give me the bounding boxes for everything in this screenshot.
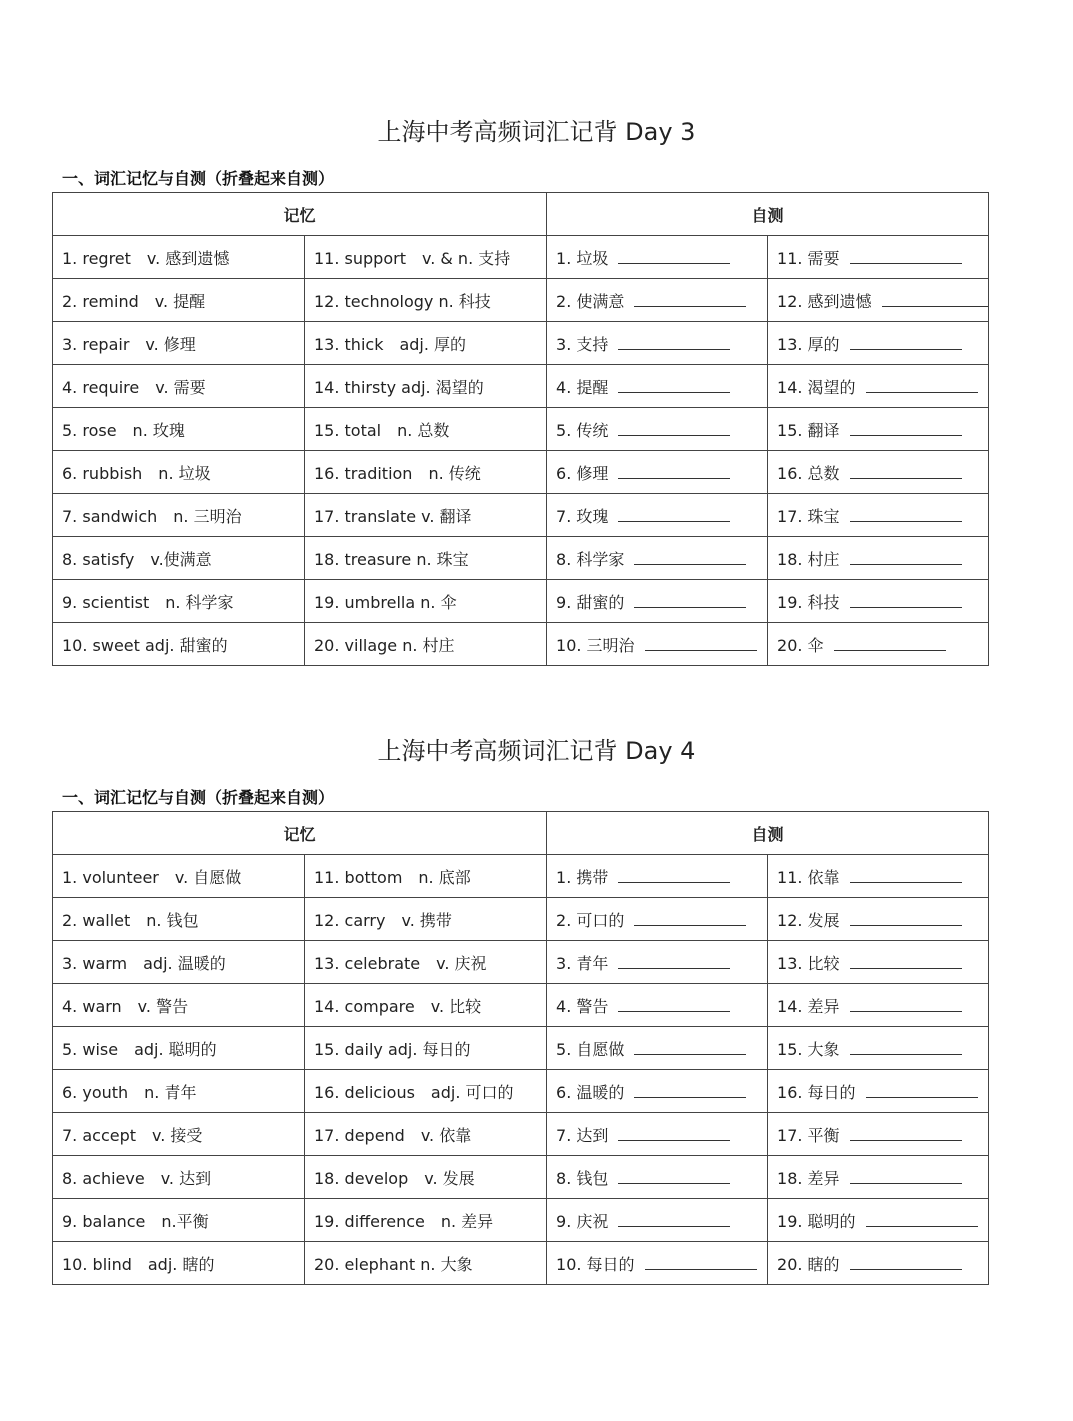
selftest-prompt: 10. 每日的 (556, 1254, 635, 1274)
day4-section (0, 731, 1073, 1274)
answer-blank[interactable] (618, 380, 730, 393)
selftest-prompt: 3. 青年 (556, 953, 609, 973)
answer-blank[interactable] (618, 466, 730, 479)
table-row (53, 537, 989, 580)
memorize-cell: 3. warm adj. 温暖的 (53, 941, 305, 984)
selftest-cell (768, 580, 989, 623)
answer-blank[interactable] (866, 1085, 978, 1098)
selftest-header: 自测 (547, 812, 989, 855)
selftest-prompt: 18. 差异 (777, 1168, 840, 1188)
answer-blank[interactable] (618, 999, 730, 1012)
answer-blank[interactable] (618, 1128, 730, 1141)
selftest-header: 自测 (547, 193, 989, 236)
memorize-cell: 11. bottom n. 底部 (305, 855, 547, 898)
selftest-prompt: 15. 大象 (777, 1039, 840, 1059)
table-header-row (53, 812, 989, 855)
selftest-prompt: 5. 传统 (556, 420, 609, 440)
memorize-cell: 16. tradition n. 传统 (305, 451, 547, 494)
selftest-prompt: 2. 使满意 (556, 291, 625, 311)
selftest-cell (768, 408, 989, 451)
answer-blank[interactable] (618, 1214, 730, 1227)
answer-blank[interactable] (618, 337, 730, 350)
selftest-cell (768, 623, 989, 666)
table-row (53, 1242, 989, 1285)
selftest-prompt: 18. 村庄 (777, 549, 840, 569)
answer-blank[interactable] (850, 251, 962, 264)
selftest-prompt: 11. 需要 (777, 248, 840, 268)
table-row (53, 322, 989, 365)
vocab-table (52, 192, 989, 666)
memorize-cell: 7. sandwich n. 三明治 (53, 494, 305, 537)
answer-blank[interactable] (645, 1257, 757, 1270)
selftest-cell (547, 623, 768, 666)
table-row (53, 855, 989, 898)
answer-blank[interactable] (618, 1171, 730, 1184)
memorize-cell: 10. sweet adj. 甜蜜的 (53, 623, 305, 666)
selftest-prompt: 5. 自愿做 (556, 1039, 625, 1059)
memorize-cell: 1. volunteer v. 自愿做 (53, 855, 305, 898)
memorize-cell: 20. elephant n. 大象 (305, 1242, 547, 1285)
memorize-cell: 8. achieve v. 达到 (53, 1156, 305, 1199)
selftest-prompt: 6. 修理 (556, 463, 609, 483)
selftest-prompt: 1. 垃圾 (556, 248, 609, 268)
vocab-table (52, 811, 989, 1285)
memorize-cell: 14. compare v. 比较 (305, 984, 547, 1027)
answer-blank[interactable] (618, 870, 730, 883)
selftest-prompt: 7. 达到 (556, 1125, 609, 1145)
selftest-cell (547, 1113, 768, 1156)
answer-blank[interactable] (850, 870, 962, 883)
selftest-prompt: 13. 比较 (777, 953, 840, 973)
selftest-prompt: 10. 三明治 (556, 635, 635, 655)
memorize-cell: 18. treasure n. 珠宝 (305, 537, 547, 580)
selftest-prompt: 12. 发展 (777, 910, 840, 930)
answer-blank[interactable] (850, 1042, 962, 1055)
memorize-cell: 19. difference n. 差异 (305, 1199, 547, 1242)
selftest-cell (547, 941, 768, 984)
selftest-cell (768, 1113, 989, 1156)
table-row (53, 365, 989, 408)
memorize-cell: 5. rose n. 玫瑰 (53, 408, 305, 451)
selftest-cell (768, 365, 989, 408)
page-title: 上海中考高频词汇记背 Day 3 (377, 118, 696, 146)
selftest-cell (768, 236, 989, 279)
selftest-prompt: 1. 携带 (556, 867, 609, 887)
memorize-cell: 17. translate v. 翻译 (305, 494, 547, 537)
memorize-cell: 2. wallet n. 钱包 (53, 898, 305, 941)
answer-blank[interactable] (850, 509, 962, 522)
answer-blank[interactable] (850, 552, 962, 565)
table-row (53, 494, 989, 537)
memorize-cell: 15. total n. 总数 (305, 408, 547, 451)
selftest-prompt: 12. 感到遗憾 (777, 291, 872, 311)
memorize-cell: 13. thick adj. 厚的 (305, 322, 547, 365)
answer-blank[interactable] (866, 380, 978, 393)
memorize-cell: 10. blind adj. 瞎的 (53, 1242, 305, 1285)
memorize-cell: 12. carry v. 携带 (305, 898, 547, 941)
memorize-cell: 17. depend v. 依靠 (305, 1113, 547, 1156)
selftest-prompt: 8. 钱包 (556, 1168, 609, 1188)
selftest-prompt: 11. 依靠 (777, 867, 840, 887)
answer-blank[interactable] (850, 913, 962, 926)
selftest-cell (547, 322, 768, 365)
selftest-prompt: 14. 渴望的 (777, 377, 856, 397)
table-row (53, 580, 989, 623)
selftest-prompt: 9. 庆祝 (556, 1211, 609, 1231)
selftest-prompt: 19. 科技 (777, 592, 840, 612)
selftest-cell (547, 236, 768, 279)
table-header-row (53, 193, 989, 236)
selftest-cell (768, 984, 989, 1027)
memorize-cell: 12. technology n. 科技 (305, 279, 547, 322)
answer-blank[interactable] (634, 1085, 746, 1098)
selftest-prompt: 2. 可口的 (556, 910, 625, 930)
selftest-prompt: 20. 伞 (777, 635, 824, 655)
selftest-cell (547, 537, 768, 580)
selftest-cell (547, 451, 768, 494)
memorize-cell: 20. village n. 村庄 (305, 623, 547, 666)
selftest-prompt: 13. 厚的 (777, 334, 840, 354)
answer-blank[interactable] (634, 552, 746, 565)
answer-blank[interactable] (645, 638, 757, 651)
table-row (53, 1027, 989, 1070)
answer-blank[interactable] (850, 466, 962, 479)
answer-blank[interactable] (618, 509, 730, 522)
answer-blank[interactable] (882, 294, 989, 307)
table-row (53, 279, 989, 322)
selftest-cell (768, 494, 989, 537)
selftest-cell (547, 365, 768, 408)
answer-blank[interactable] (634, 913, 746, 926)
selftest-prompt: 7. 玫瑰 (556, 506, 609, 526)
answer-blank[interactable] (634, 294, 746, 307)
selftest-cell (547, 984, 768, 1027)
selftest-cell (547, 1199, 768, 1242)
memorize-header: 记忆 (53, 812, 547, 855)
selftest-cell (768, 1070, 989, 1113)
selftest-prompt: 16. 每日的 (777, 1082, 856, 1102)
selftest-cell (768, 451, 989, 494)
page-title: 上海中考高频词汇记背 Day 4 (377, 737, 696, 765)
selftest-cell (768, 537, 989, 580)
selftest-cell (768, 941, 989, 984)
selftest-cell (768, 855, 989, 898)
table-row (53, 1156, 989, 1199)
selftest-cell (547, 408, 768, 451)
section-subtitle: 一、词汇记忆与自测（折叠起来自测） (62, 169, 335, 188)
selftest-prompt: 17. 平衡 (777, 1125, 840, 1145)
memorize-cell: 6. rubbish n. 垃圾 (53, 451, 305, 494)
selftest-prompt: 8. 科学家 (556, 549, 625, 569)
selftest-cell (547, 1156, 768, 1199)
selftest-cell (768, 1156, 989, 1199)
memorize-cell: 14. thirsty adj. 渴望的 (305, 365, 547, 408)
selftest-cell (547, 1242, 768, 1285)
memorize-cell: 18. develop v. 发展 (305, 1156, 547, 1199)
answer-blank[interactable] (618, 956, 730, 969)
table-row (53, 623, 989, 666)
answer-blank[interactable] (850, 1171, 962, 1184)
selftest-prompt: 9. 甜蜜的 (556, 592, 625, 612)
memorize-cell: 4. warn v. 警告 (53, 984, 305, 1027)
selftest-cell (768, 1199, 989, 1242)
selftest-cell (768, 322, 989, 365)
selftest-prompt: 15. 翻译 (777, 420, 840, 440)
answer-blank[interactable] (850, 337, 962, 350)
answer-blank[interactable] (834, 638, 946, 651)
answer-blank[interactable] (634, 1042, 746, 1055)
table-row (53, 236, 989, 279)
table-row (53, 1113, 989, 1156)
day3-section (0, 112, 1073, 655)
table-row (53, 1070, 989, 1113)
memorize-cell: 5. wise adj. 聪明的 (53, 1027, 305, 1070)
selftest-prompt: 16. 总数 (777, 463, 840, 483)
selftest-prompt: 6. 温暖的 (556, 1082, 625, 1102)
memorize-header: 记忆 (53, 193, 547, 236)
selftest-cell (547, 1027, 768, 1070)
selftest-cell (768, 279, 989, 322)
memorize-cell: 15. daily adj. 每日的 (305, 1027, 547, 1070)
memorize-cell: 19. umbrella n. 伞 (305, 580, 547, 623)
answer-blank[interactable] (618, 423, 730, 436)
memorize-cell: 7. accept v. 接受 (53, 1113, 305, 1156)
selftest-cell (547, 494, 768, 537)
table-row (53, 451, 989, 494)
selftest-prompt: 17. 珠宝 (777, 506, 840, 526)
answer-blank[interactable] (850, 423, 962, 436)
selftest-cell (547, 855, 768, 898)
memorize-cell: 16. delicious adj. 可口的 (305, 1070, 547, 1113)
selftest-prompt: 20. 瞎的 (777, 1254, 840, 1274)
answer-blank[interactable] (618, 251, 730, 264)
memorize-cell: 6. youth n. 青年 (53, 1070, 305, 1113)
answer-blank[interactable] (850, 1257, 962, 1270)
section-subtitle: 一、词汇记忆与自测（折叠起来自测） (62, 788, 335, 807)
selftest-prompt: 3. 支持 (556, 334, 609, 354)
table-row (53, 898, 989, 941)
answer-blank[interactable] (850, 1128, 962, 1141)
selftest-cell (547, 898, 768, 941)
selftest-cell (547, 1070, 768, 1113)
selftest-cell (768, 1242, 989, 1285)
memorize-cell: 13. celebrate v. 庆祝 (305, 941, 547, 984)
selftest-cell (768, 1027, 989, 1070)
selftest-prompt: 4. 警告 (556, 996, 609, 1016)
selftest-prompt: 14. 差异 (777, 996, 840, 1016)
memorize-cell: 2. remind v. 提醒 (53, 279, 305, 322)
table-row (53, 941, 989, 984)
memorize-cell: 1. regret v. 感到遗憾 (53, 236, 305, 279)
table-row (53, 1199, 989, 1242)
selftest-cell (768, 898, 989, 941)
table-row (53, 984, 989, 1027)
selftest-prompt: 4. 提醒 (556, 377, 609, 397)
memorize-cell: 9. scientist n. 科学家 (53, 580, 305, 623)
memorize-cell: 9. balance n.平衡 (53, 1199, 305, 1242)
selftest-cell (547, 580, 768, 623)
table-row (53, 408, 989, 451)
memorize-cell: 3. repair v. 修理 (53, 322, 305, 365)
memorize-cell: 4. require v. 需要 (53, 365, 305, 408)
selftest-prompt: 19. 聪明的 (777, 1211, 856, 1231)
answer-blank[interactable] (850, 999, 962, 1012)
answer-blank[interactable] (866, 1214, 978, 1227)
memorize-cell: 11. support v. & n. 支持 (305, 236, 547, 279)
selftest-cell (547, 279, 768, 322)
memorize-cell: 8. satisfy v.使满意 (53, 537, 305, 580)
answer-blank[interactable] (634, 595, 746, 608)
answer-blank[interactable] (850, 956, 962, 969)
answer-blank[interactable] (850, 595, 962, 608)
